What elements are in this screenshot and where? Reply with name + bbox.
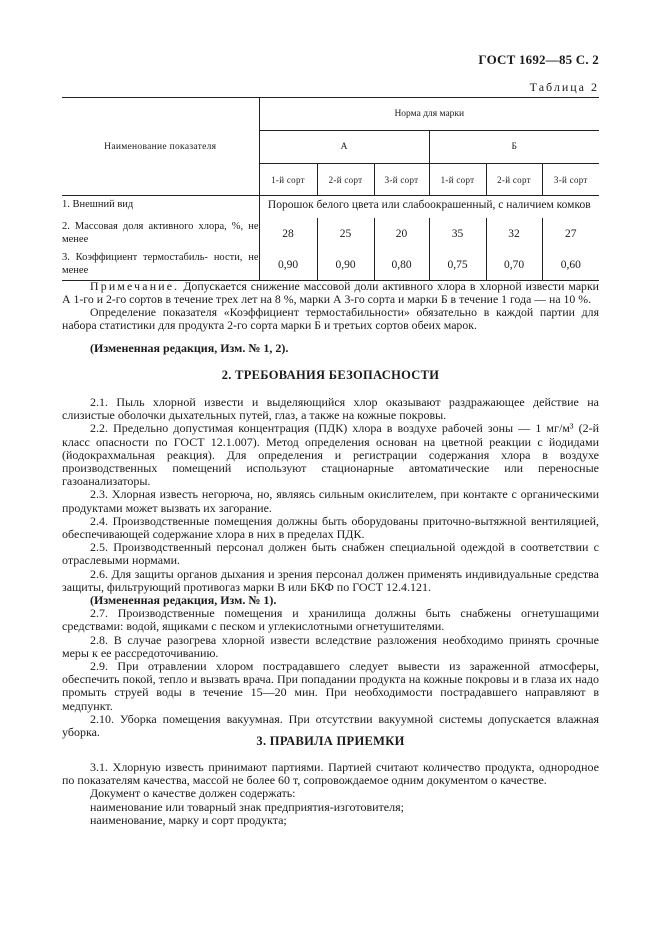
norm-table: [62, 97, 599, 281]
paragraph: Документ о качестве должен содержать:: [90, 786, 296, 801]
cell-value: 0,80: [374, 249, 429, 281]
paragraph: 2.9. При отравлении хлором пострадавшего следует вывести из зараженной атмосферы, обеспечить покой, тепло и вызвать врача. При попадании продукта на кожные покровы и в глаза их надо промыть струей воды в течение 15—20 мин. При необходимости пострадавшего направляют в медпункт.: [62, 659, 599, 713]
paragraph: 2.4. Производственные помещения должны быть оборудованы приточно-вытяжной вентиляцией, обеспечивающей содержание хлора в них в пределах ПДК.: [62, 513, 599, 542]
row-name: 2. Массовая доля активного хлора, %, не менее: [62, 221, 259, 245]
paragraph: 3.1. Хлорную известь принимают партиями. Партией считают количество продукта, однородное по показателям качества, массой не более 60 т, сопровождаемое одним документом о качестве.: [62, 760, 599, 788]
cell-value: 32: [486, 218, 542, 249]
cell-value: 0,90: [259, 249, 317, 281]
paragraph: 2.1. Пыль хлорной извести и выделяющийся хлор оказывают раздражающее действие на слизистые оболочки дыхательных путей, глаз, а также на кожные покровы.: [62, 395, 599, 423]
cell-value: 20: [374, 218, 429, 249]
cell-value: 27: [542, 218, 599, 249]
sort-header: 3-й сорт: [542, 164, 599, 196]
section-body: [62, 396, 599, 739]
sort-header: 2-й сорт: [317, 164, 374, 196]
section-title: 2. ТРЕБОВАНИЯ БЕЗОПАСНОСТИ: [221, 368, 440, 382]
cell-value: 28: [259, 218, 317, 249]
mark-b-header: Б: [429, 131, 599, 164]
row-name: 3. Коэффициент термостабиль- ности, не менее: [62, 249, 259, 281]
note-paragraph: Определение показателя «Коэффициент термостабильности» обязательно в каждой партии для набора статистики для продукта 2-го сорта марки Б и третьих сортов обеих марок.: [62, 305, 599, 332]
note-label: Примечание.: [90, 279, 180, 293]
paragraph: 2.5. Производственный персонал должен быть снабжен специальной одеждой в соответствии с отраслевыми нормами.: [62, 540, 599, 568]
cell-value: 25: [317, 218, 374, 249]
paragraph: 2.6. Для защиты органов дыхания и зрения персонал должен применять индивидуальные средства защиты, фильтрующий противогаз марки В или БКФ по ГОСТ 12.4.121.: [62, 566, 599, 594]
norm-header: Норма для марки: [259, 98, 599, 131]
mark-a-header: А: [259, 131, 429, 164]
table-row: [62, 196, 599, 219]
cell-value: 0,75: [429, 249, 486, 281]
amendment-note: (Измененная редакция, Изм. № 1, 2).: [90, 341, 289, 355]
cell-value: 35: [429, 218, 486, 249]
table-note: [62, 280, 599, 332]
page-header: ГОСТ 1692—85 С. 2: [478, 52, 599, 67]
note-paragraph: [62, 280, 599, 306]
sort-header: 1-й сорт: [259, 164, 317, 196]
amendment-note: (Измененная редакция, Изм. № 1).: [90, 593, 277, 608]
table-label: Таблица 2: [529, 80, 599, 94]
row-name: 1. Внешний вид: [62, 199, 134, 210]
paragraph: наименование или товарный знак предприятия-изготовителя;: [90, 799, 404, 814]
sort-header: 3-й сорт: [374, 164, 429, 196]
col-name-header: Наименование показателя: [62, 98, 259, 196]
table-row: [62, 249, 599, 281]
paragraph: 2.8. В случае разогрева хлорной извести вследствие разложения необходимо принять срочные меры к ее рассредоточиванию.: [62, 632, 599, 660]
note-text: Допускается снижение массовой доли активного хлора в хлорной извести марки А 1-го и 2-го сортов в течение трех лет на 8 %, марки А 3-го сорта и марки Б в течение 1 года — на 10 %.: [62, 279, 599, 306]
section-title: 3. ПРАВИЛА ПРИЕМКИ: [256, 734, 405, 748]
table-row: [62, 218, 599, 249]
paragraph: 2.2. Предельно допустимая концентрация (ПДК) хлора в воздухе рабочей зоны — 1 мг/м³ (2-й класс опасности по ГОСТ 12.1.007). Метод определения основан на цветной реакции с йодидами (йодокрахмальная реакция). Для определения и регистрации содержания хлора в воздухе производственных помещений используют стационарные автоматические или переносные газоанализаторы.: [62, 421, 599, 489]
paragraph: 2.3. Хлорная известь негорюча, но, являясь сильным окислителем, при контакте с органическими продуктами может вызвать их загорание.: [62, 487, 599, 515]
sort-header: 2-й сорт: [486, 164, 542, 196]
paragraph: наименование, марку и сорт продукта;: [90, 812, 287, 827]
cell-value: 0,90: [317, 249, 374, 281]
row-merged-value: Порошок белого цвета или слабоокрашенный, с наличием комков: [259, 196, 599, 219]
paragraph: 2.10. Уборка помещения вакуумная. При отсутствии вакуумной системы допускается влажная уборка.: [62, 711, 599, 740]
section-body: [62, 761, 599, 827]
cell-value: 0,70: [486, 249, 542, 281]
cell-value: 0,60: [542, 249, 599, 281]
paragraph: 2.7. Производственные помещения и хранилища должны быть снабжены огнетушащими средствами: водой, ящиками с песком и углекислотными огнетушителями.: [62, 606, 599, 634]
sort-header: 1-й сорт: [429, 164, 486, 196]
